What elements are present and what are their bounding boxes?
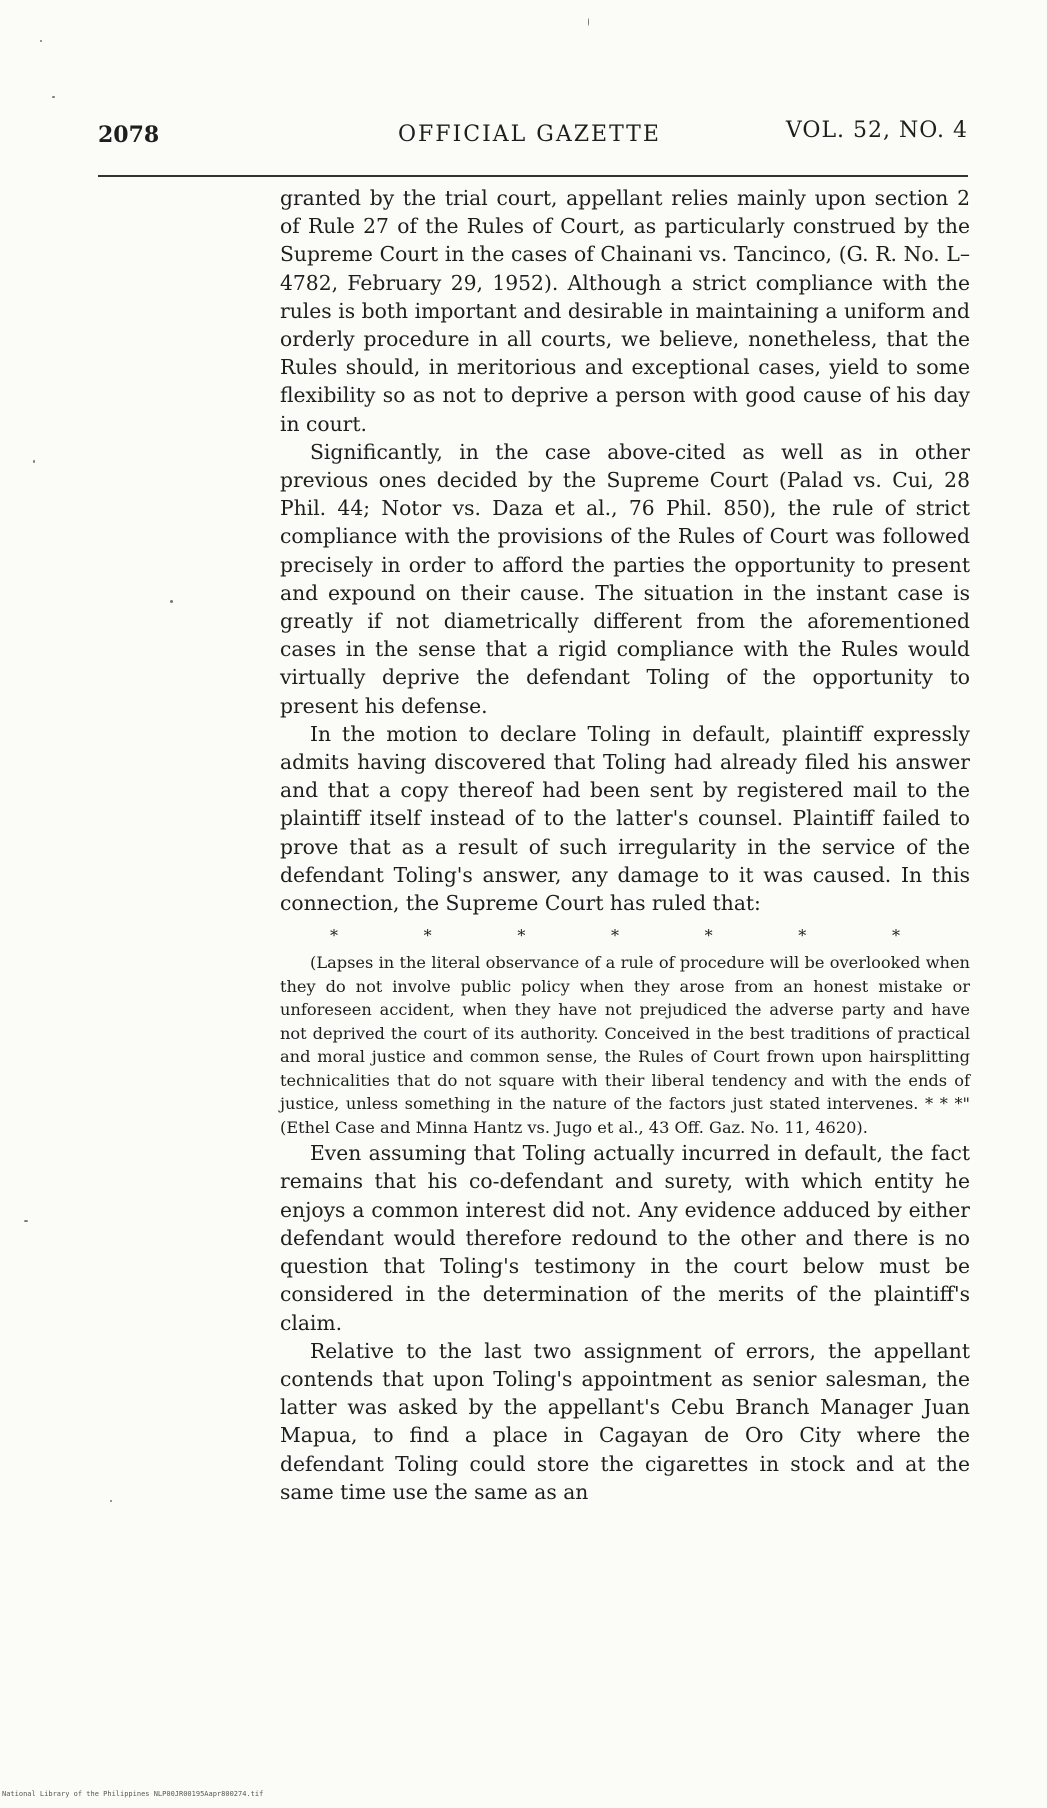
block-quote: (Lapses in the literal observance of a rule of procedure will be overlooked when they do not involve public policy when they arose from an honest mistake or unforeseen accident, when they have not prejudiced the adverse party and have not deprived the court of its authority. Conceived in the best traditions of practical and moral justice and common sense, the Rules of Court frown upon hairsplitting technicalities that do not square with their liberal tendency and with the ends of justice, unless something in the nature of the factors just stated intervenes. * * *" (Ethel Case and Minna Hantz vs. Jugo et al., 43 Off. Gaz. No. 11, 4620). <box>280 953 970 1137</box>
scan-speck <box>170 600 173 603</box>
ellipsis-stars <box>330 925 900 947</box>
paragraph: Even assuming that Toling actually incurred in default, the fact remains that his co-defendant and surety, with which entity he enjoys a common interest did not. Any evidence adduced by either defendant would therefore redound to the other and there is no question that Toling's testimony in the court below must be considered in the determination of the merits of the plaintiff's claim. <box>280 1141 970 1335</box>
scan-speck <box>588 18 589 26</box>
scan-speck <box>110 1500 112 1502</box>
star: * <box>610 926 619 946</box>
scan-speck <box>52 96 55 98</box>
paragraph: Relative to the last two assignment of errors, the appellant contends that upon Toling's appointment as senior salesman, the latter was asked by the appellant's Cebu Branch Manager Juan Mapua, to find a place in Cagayan de Oro City where the defendant Toling could store the cigarettes in stock and at the same time use the same as an <box>280 1338 970 1504</box>
star: * <box>704 926 713 946</box>
header-rule <box>98 175 968 177</box>
page-number: 2078 <box>98 122 160 148</box>
paragraph: In the motion to declare Toling in default, plaintiff expressly admits having discovered that Toling had already filed his answer and that a copy thereof had been sent by registered mail to the plaintiff itself instead of to the latter's counsel. Plaintiff failed to prove that as a result of such irregularity in the service of the defendant Toling's answer, any damage to it was caused. In this connection, the Supreme Court has ruled that: <box>280 721 970 916</box>
star: * <box>423 926 432 946</box>
paragraph: Significantly, in the case above-cited as well as in other previous ones decided by the Supreme Court (Palad vs. Cui, 28 Phil. 44; Notor vs. Daza et al., 76 Phil. 850), the rule of strict compliance with the provisions of the Rules of Court was followed precisely in order to afford the parties the opportunity to present and expound on their cause. The situation in the instant case is greatly if not diametrically different from the aforementioned cases in the sense that a rigid compliance with the Rules would virtually deprive the defendant Toling of the opportunity to present his defense. <box>280 439 970 718</box>
star: * <box>798 926 807 946</box>
paragraph: granted by the trial court, appellant relies mainly upon section 2 of Rule 27 of the Rules of Court, as particularly construed by the Supreme Court in the cases of Chainani vs. Tancinco, (G. R. No. L–4782, February 29, 1952). Although a strict compliance with the rules is both important and desirable in maintaining a uniform and orderly procedure in all courts, we believe, nonetheless, that the Rules should, in meritorious and exceptional cases, yield to some flexibility so as not to deprive a person with good cause of his day in court. <box>280 186 970 436</box>
article-body <box>280 184 970 1506</box>
star: * <box>330 926 338 946</box>
scan-speck <box>40 40 42 42</box>
publication-title: OFFICIAL GAZETTE <box>398 122 661 147</box>
volume-number: VOL. 52, NO. 4 <box>785 118 968 143</box>
page-header <box>98 118 968 158</box>
star: * <box>891 926 900 946</box>
scan-footer: National Library of the Philippines NLP00JR00195Aapr800274.tif <box>2 1790 264 1798</box>
scan-speck <box>33 460 35 463</box>
scan-speck <box>24 1220 28 1222</box>
star: * <box>517 926 526 946</box>
